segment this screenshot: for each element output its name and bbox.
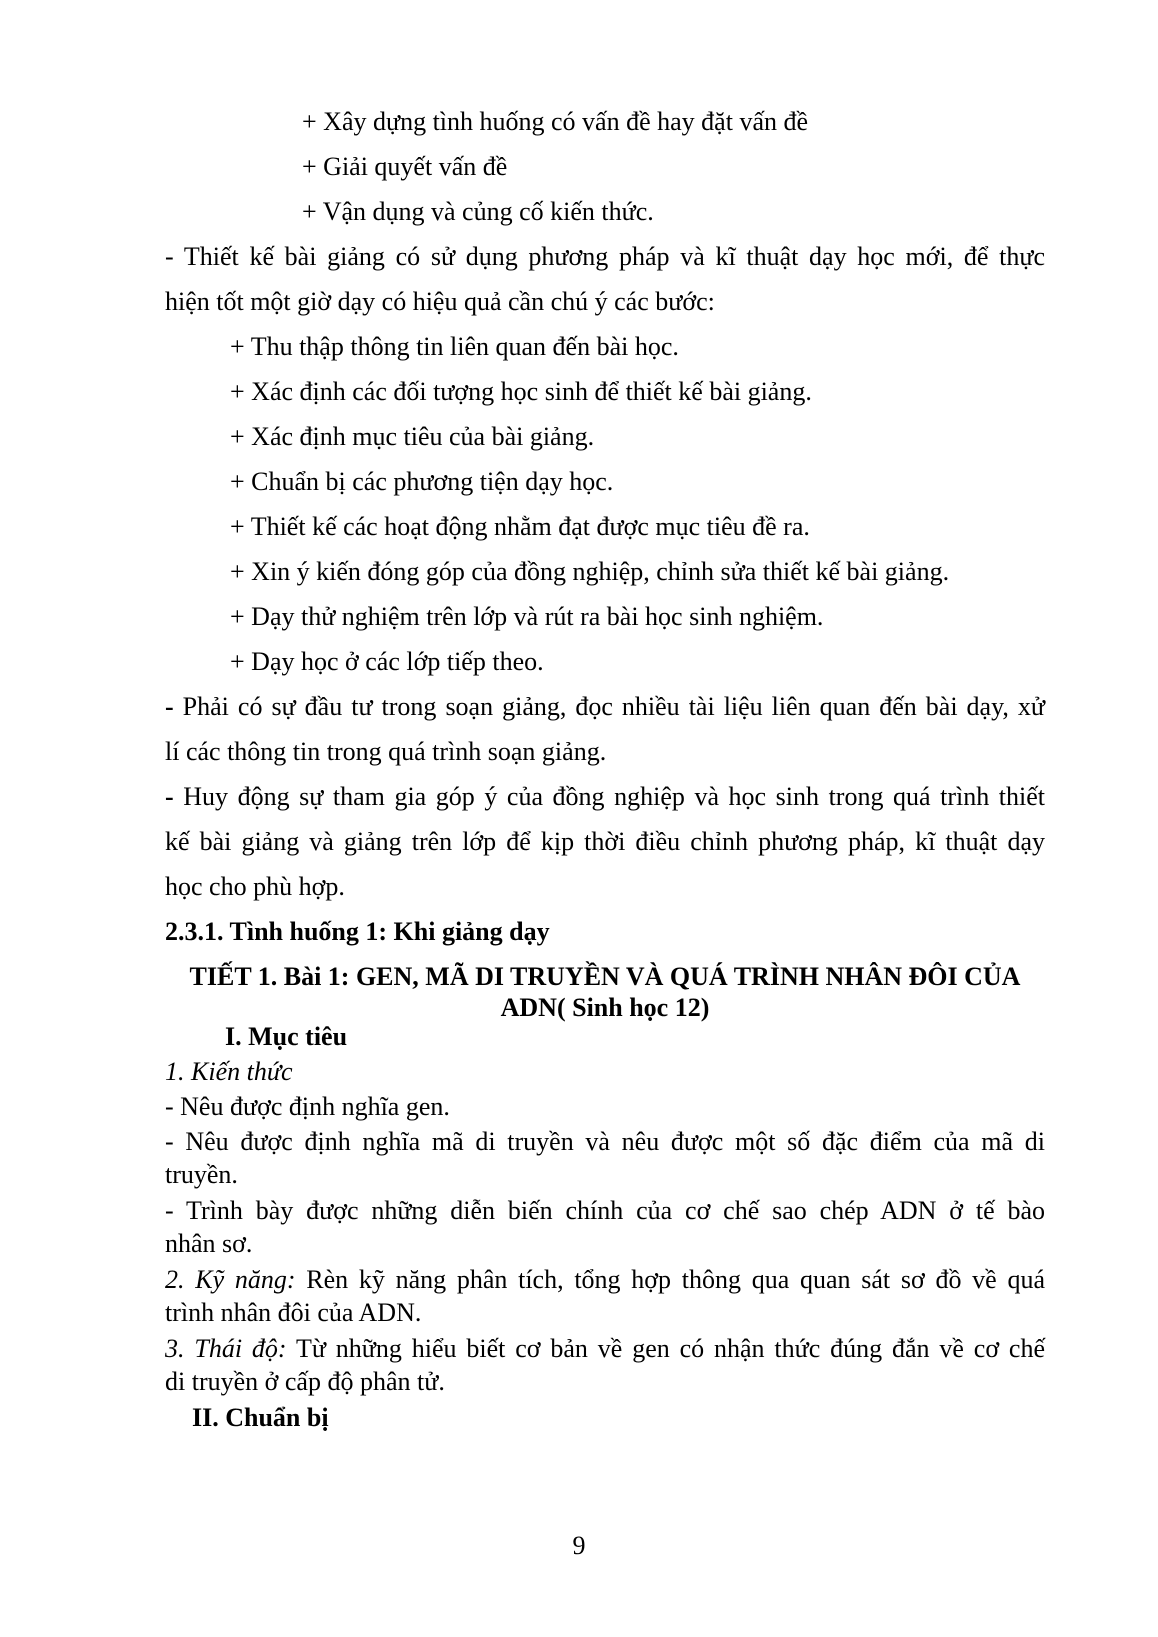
paragraph-line: học cho phù hợp. — [165, 872, 345, 901]
page-number: 9 — [572, 1531, 586, 1560]
paragraph-line: kế bài giảng và giảng trên lớp để kịp thời điều chỉnh phương pháp, kĩ thuật dạy — [165, 827, 1045, 856]
paragraph-text: Phải có sự đầu tư trong soạn giảng, đọc nhiều tài liệu liên quan đến bài dạy, xử — [173, 692, 1045, 721]
attitude-subheading: 3. Thái độ: — [165, 1334, 287, 1363]
skill-line-cont: trình nhân đôi của ADN. — [165, 1298, 422, 1327]
knowledge-item: - Trình bày được những diễn biến chính của cơ chế sao chép ADN ở tế bào — [165, 1196, 1045, 1225]
knowledge-item: - Nêu được định nghĩa mã di truyền và nêu được một số đặc điểm của mã di — [165, 1127, 1045, 1156]
attitude-line — [165, 1333, 1045, 1365]
skill-text: Rèn kỹ năng phân tích, tổng hợp thông qua quan sát sơ đồ về quá — [295, 1265, 1045, 1294]
attitude-line-cont: di truyền ở cấp độ phân tử. — [165, 1367, 445, 1396]
list-item: + Dạy thử nghiệm trên lớp và rút ra bài học sinh nghiệm. — [230, 602, 824, 631]
preparation-heading: II. Chuẩn bị — [192, 1403, 329, 1432]
skill-subheading: 2. Kỹ năng: — [165, 1265, 296, 1294]
paragraph-text: Huy động sự tham gia góp ý của đồng nghiệp và học sinh trong quá trình thiết — [173, 782, 1045, 811]
bold-dash: - — [165, 692, 174, 721]
list-item: + Chuẩn bị các phương tiện dạy học. — [230, 467, 614, 496]
paragraph-line: - Thiết kế bài giảng có sử dụng phương pháp và kĩ thuật dạy học mới, để thực — [165, 242, 1045, 271]
step-line: + Vận dụng và củng cố kiến thức. — [302, 197, 654, 226]
list-item: + Dạy học ở các lớp tiếp theo. — [230, 647, 544, 676]
knowledge-item: - Nêu được định nghĩa gen. — [165, 1092, 450, 1121]
knowledge-subheading: 1. Kiến thức — [165, 1057, 293, 1086]
list-item: + Xác định mục tiêu của bài giảng. — [230, 422, 595, 451]
paragraph-line — [165, 691, 1045, 723]
step-line: + Xây dựng tình huống có vấn đề hay đặt vấn đề — [302, 107, 809, 136]
paragraph-line: lí các thông tin trong quá trình soạn giảng. — [165, 737, 607, 766]
paragraph-line: hiện tốt một giờ dạy có hiệu quả cần chú ý các bước: — [165, 287, 715, 316]
step-line: + Giải quyết vấn đề — [302, 152, 508, 181]
attitude-text: Từ những hiểu biết cơ bản về gen có nhận thức đúng đắn về cơ chế — [286, 1334, 1046, 1363]
knowledge-item-cont: nhân sơ. — [165, 1229, 253, 1258]
paragraph-line — [165, 781, 1045, 813]
list-item: + Thu thập thông tin liên quan đến bài học. — [230, 332, 679, 361]
knowledge-item-cont: truyền. — [165, 1160, 238, 1189]
list-item: + Thiết kế các hoạt động nhằm đạt được mục tiêu đề ra. — [230, 512, 810, 541]
bold-dash: - — [165, 782, 174, 811]
list-item: + Xác định các đối tượng học sinh để thiết kế bài giảng. — [230, 377, 812, 406]
list-item: + Xin ý kiến đóng góp của đồng nghiệp, chỉnh sửa thiết kế bài giảng. — [230, 557, 950, 586]
skill-line — [165, 1264, 1045, 1296]
section-heading: 2.3.1. Tình huống 1: Khi giảng dạy — [165, 917, 550, 946]
lesson-title: TIẾT 1. Bài 1: GEN, MÃ DI TRUYỀN VÀ QUÁ TRÌNH NHÂN ĐÔI CỦA — [189, 962, 1021, 991]
objectives-heading: I. Mục tiêu — [225, 1022, 348, 1051]
lesson-title-cont: ADN( Sinh học 12) — [500, 993, 710, 1022]
